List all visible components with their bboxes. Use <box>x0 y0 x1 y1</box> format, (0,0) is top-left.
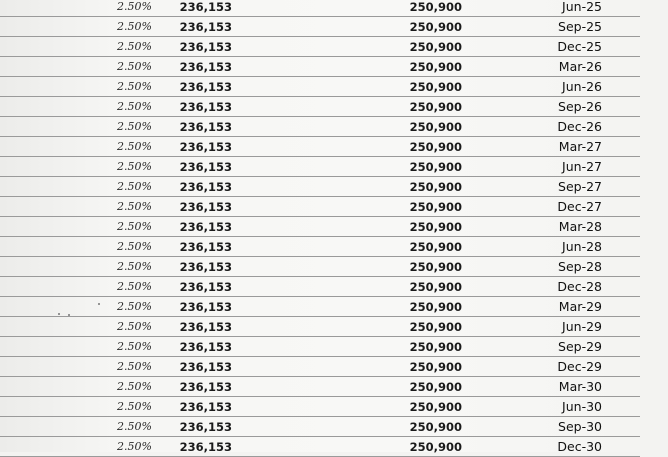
rate-cell: 2.50% <box>117 160 152 173</box>
table-row <box>0 197 640 217</box>
payment-cell: 250,900 <box>409 20 462 34</box>
rate-cell: 2.50% <box>117 260 152 273</box>
table-row <box>0 217 640 237</box>
amount-cell: 236,153 <box>179 280 232 294</box>
payment-cell: 250,900 <box>409 420 462 434</box>
rate-cell: 2.50% <box>117 60 152 73</box>
rate-cell: 2.50% <box>117 340 152 353</box>
date-cell: Jun-29 <box>562 319 602 334</box>
payment-cell: 250,900 <box>409 120 462 134</box>
amount-cell: 236,153 <box>179 380 232 394</box>
table-row <box>0 277 640 297</box>
payment-cell: 250,900 <box>409 200 462 214</box>
rate-cell: 2.50% <box>117 120 152 133</box>
payment-cell: 250,900 <box>409 440 462 454</box>
table-row <box>0 357 640 377</box>
rate-cell: 2.50% <box>117 140 152 153</box>
rate-cell: 2.50% <box>117 40 152 53</box>
payment-cell: 250,900 <box>409 80 462 94</box>
table-row <box>0 117 640 137</box>
payment-cell: 250,900 <box>409 240 462 254</box>
rate-cell: 2.50% <box>117 240 152 253</box>
table-row <box>0 417 640 437</box>
rate-cell: 2.50% <box>117 380 152 393</box>
rate-cell: 2.50% <box>117 320 152 333</box>
date-cell: Jun-30 <box>562 399 602 414</box>
rate-cell: 2.50% <box>117 0 152 13</box>
date-cell: Dec-30 <box>557 439 602 454</box>
amount-cell: 236,153 <box>179 20 232 34</box>
table-row <box>0 57 640 77</box>
table-row <box>0 377 640 397</box>
payment-cell: 250,900 <box>409 380 462 394</box>
payment-cell: 250,900 <box>409 100 462 114</box>
scan-speck <box>68 314 70 316</box>
date-cell: Dec-27 <box>557 199 602 214</box>
amount-cell: 236,153 <box>179 420 232 434</box>
payment-cell: 250,900 <box>409 140 462 154</box>
payment-cell: 250,900 <box>409 0 462 14</box>
payment-cell: 250,900 <box>409 300 462 314</box>
table-row <box>0 97 640 117</box>
rate-cell: 2.50% <box>117 300 152 313</box>
payment-cell: 250,900 <box>409 160 462 174</box>
amount-cell: 236,153 <box>179 340 232 354</box>
payment-cell: 250,900 <box>409 280 462 294</box>
date-cell: Jun-26 <box>562 79 602 94</box>
table-row <box>0 317 640 337</box>
rate-cell: 2.50% <box>117 20 152 33</box>
amount-cell: 236,153 <box>179 140 232 154</box>
date-cell: Sep-27 <box>558 179 602 194</box>
table-row <box>0 437 640 457</box>
amount-cell: 236,153 <box>179 100 232 114</box>
rate-cell: 2.50% <box>117 200 152 213</box>
amount-cell: 236,153 <box>179 40 232 54</box>
amount-cell: 236,153 <box>179 440 232 454</box>
amount-cell: 236,153 <box>179 300 232 314</box>
date-cell: Sep-28 <box>558 259 602 274</box>
payment-cell: 250,900 <box>409 360 462 374</box>
date-cell: Jun-25 <box>562 0 602 14</box>
scan-speck <box>58 313 60 315</box>
rate-cell: 2.50% <box>117 420 152 433</box>
table-row <box>0 297 640 317</box>
rate-cell: 2.50% <box>117 440 152 453</box>
table-row <box>0 397 640 417</box>
date-cell: Sep-26 <box>558 99 602 114</box>
date-cell: Dec-28 <box>557 279 602 294</box>
amount-cell: 236,153 <box>179 0 232 14</box>
date-cell: Mar-28 <box>558 219 602 234</box>
date-cell: Sep-29 <box>558 339 602 354</box>
table-row <box>0 177 640 197</box>
date-cell: Dec-29 <box>557 359 602 374</box>
amount-cell: 236,153 <box>179 200 232 214</box>
date-cell: Dec-25 <box>557 39 602 54</box>
payment-cell: 250,900 <box>409 320 462 334</box>
amount-cell: 236,153 <box>179 360 232 374</box>
payment-cell: 250,900 <box>409 400 462 414</box>
rate-cell: 2.50% <box>117 280 152 293</box>
rate-cell: 2.50% <box>117 100 152 113</box>
rate-cell: 2.50% <box>117 360 152 373</box>
amount-cell: 236,153 <box>179 320 232 334</box>
table-row <box>0 77 640 97</box>
amount-cell: 236,153 <box>179 160 232 174</box>
rate-cell: 2.50% <box>117 400 152 413</box>
payment-cell: 250,900 <box>409 60 462 74</box>
date-cell: Sep-30 <box>558 419 602 434</box>
table-row <box>0 137 640 157</box>
date-cell: Sep-25 <box>558 19 602 34</box>
payment-cell: 250,900 <box>409 180 462 194</box>
rate-cell: 2.50% <box>117 180 152 193</box>
table-row <box>0 157 640 177</box>
payment-cell: 250,900 <box>409 40 462 54</box>
payment-cell: 250,900 <box>409 260 462 274</box>
table-row <box>0 37 640 57</box>
table-row <box>0 337 640 357</box>
date-cell: Dec-26 <box>557 119 602 134</box>
date-cell: Mar-27 <box>558 139 602 154</box>
table-row <box>0 237 640 257</box>
amount-cell: 236,153 <box>179 220 232 234</box>
date-cell: Mar-30 <box>558 379 602 394</box>
scan-speck <box>98 303 100 305</box>
payment-cell: 250,900 <box>409 220 462 234</box>
date-cell: Jun-28 <box>562 239 602 254</box>
amount-cell: 236,153 <box>179 120 232 134</box>
payment-cell: 250,900 <box>409 340 462 354</box>
date-cell: Mar-26 <box>558 59 602 74</box>
date-cell: Jun-27 <box>562 159 602 174</box>
table-row <box>0 17 640 37</box>
amount-cell: 236,153 <box>179 60 232 74</box>
date-cell: Mar-29 <box>558 299 602 314</box>
table-row <box>0 257 640 277</box>
amount-cell: 236,153 <box>179 240 232 254</box>
rate-cell: 2.50% <box>117 220 152 233</box>
amount-cell: 236,153 <box>179 180 232 194</box>
amount-cell: 236,153 <box>179 400 232 414</box>
table-row <box>0 0 640 17</box>
amount-cell: 236,153 <box>179 80 232 94</box>
rate-cell: 2.50% <box>117 80 152 93</box>
amount-cell: 236,153 <box>179 260 232 274</box>
